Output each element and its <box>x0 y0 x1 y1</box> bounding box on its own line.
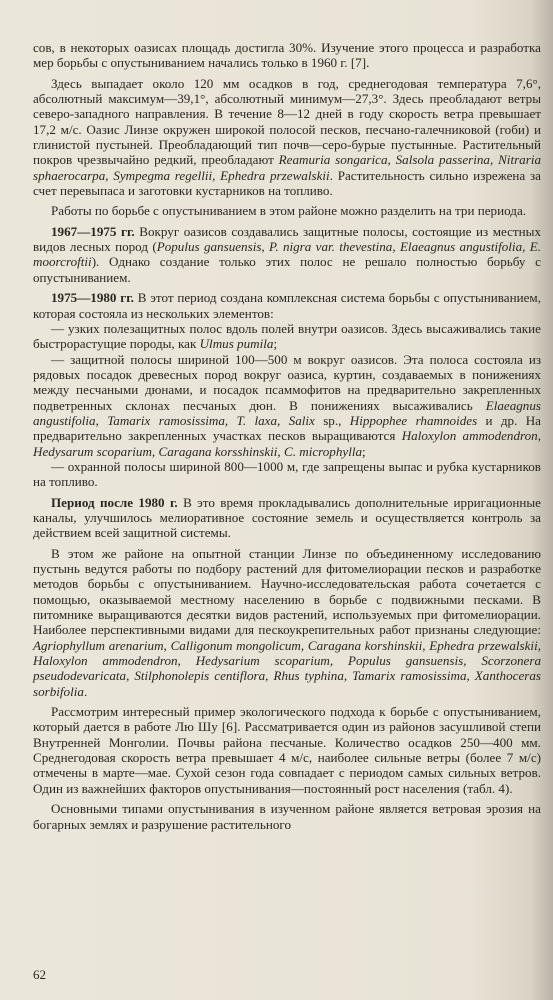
paragraph: Здесь выпадает около 120 мм осадков в год, среднегодовая температура 7,6°, абсолютный максимум—39,1°, абсолютный минимум—27,3°. Здесь преобладают ветры северо-западного направления. В течение 8—12 дней в году скорость ветра превышает 17,2 м/с. Оазис Линзе окружен широкой полосой песков, песчано-галечниковой (гоби) и глинистой пустыней. Преобладающий тип почв—серо-бурые пустынные. Растительный покров чрезвычайно редкий, преобладают Reamuria songarica, Salsola passerina, Nitraria sphaerocarpa, Sympegma regellii, Ephedra przewalskii. Растительность сильно изрежена за счет перевыпаса и заготовки кустарников на топливо. <box>33 75 541 199</box>
paragraph: Работы по борьбе с опустыниванием в этом районе можно разделить на три периода. <box>51 203 527 219</box>
period-heading: 1967—1975 гг. <box>51 223 135 239</box>
paragraph: сов, в некоторых оазисах площадь достигла 30%. Изучение этого процесса и разработка мер борьбы с опустыниванием начались только в 1960 г. [7]. <box>33 40 541 71</box>
list-item: — защитной полосы шириной 100—500 м вокруг оазисов. Эта полоса состояла из рядовых посадок древесных пород вокруг оазиса, куртин, создаваемых в понижениях между песчаными дюнами, и посадок псаммофитов на предварительно закрепленных подветренных склонах песчаных дюн. В понижениях высаживались Elaeagnus angustifolia, Tamarix ramosissima, T. laxa, Salix sp., Hippophee rhamnoides и др. На предварительно закрепленных участках песков выращиваются Haloxylon ammodendron, Hedysarum scoparium, Caragana korsshinskii, C. microphylla; <box>33 351 541 459</box>
paragraph: 1975—1980 гг. В этот период создана комплексная система борьбы с опустыниванием, которая состояла из нескольких элементов: <box>33 290 541 321</box>
list-item: — охранной полосы шириной 800—1000 м, где запрещены выпас и рубка кустарников на топливо. <box>33 458 541 490</box>
body-text <box>33 40 541 837</box>
paragraph: Основными типами опустынивания в изученном районе является ветровая эрозия на богарных землях и разрушение растительного <box>33 801 541 832</box>
paragraph: Период после 1980 г. В это время прокладывались дополнительные ирригационные каналы, улучшилось мелиоративное состояние земель и осуществляется контроль за действием всей защитной системы. <box>33 494 541 541</box>
paragraph: Рассмотрим интересный пример экологического подхода к борьбе с опустыниванием, который дается в работе Лю Шу [6]. Рассматривается один из районов засушливой степи Внутренней Монголии. Почвы района песчаные. Количество осадков 250—400 мм. Среднегодовая скорость ветра превышает 4 м/с, наиболее сильные ветры (более 7 м/с) отмечены в марте—мае. Сухой сезон года совпадает с периодом самых сильных ветров. Один из важнейших факторов опустынивания—постоянный рост населения (табл. 4). <box>33 704 541 796</box>
paragraph: 1967—1975 гг. Вокруг оазисов создавались защитные полосы, состоящие из местных видов лесных пород (Populus gansuensis, P. nigra var. thevestina, Elaeagnus angustifolia, E. moorcroftii). Однако создание только этих полос не решало полностью борьбу с опустыниванием. <box>33 223 542 285</box>
list-item: — узких полезащитных полос вдоль полей внутри оазисов. Здесь высаживались такие быстрорастущие породы, как Ulmus pumila; <box>33 320 541 352</box>
paragraph: В этом же районе на опытной станции Линзе по объединенному исследованию пустынь ведутся работы по подбору растений для фитомелиорации песков и разработке методов борьбы с опустыниванием. Научно-исследовательская работа сочетается с помощью, оказываемой местному населению в борьбе с подвижными песками. В питомнике выращиваются десятки видов растений, используемых при фитомелиорации. Наиболее перспективными видами для пескоукрепительных работ признаны следующие: Agriophyllum arenarium, Calligonum mongolicum, Caragana korshinskii, Ephedra przewalskii, Haloxylon ammodendron, Hedysarium scoparium, Populus gansuensis, Scorzonera pseudodevaricata, Stilphonolepis centiflora, Rhus typhina, Tamarix ramosissima, Xanthoceras sorbifolia. <box>33 545 541 699</box>
period-heading: Период после 1980 г. <box>51 494 178 510</box>
period-heading: 1975—1980 гг. <box>51 290 134 306</box>
page-number: 62 <box>33 967 47 982</box>
